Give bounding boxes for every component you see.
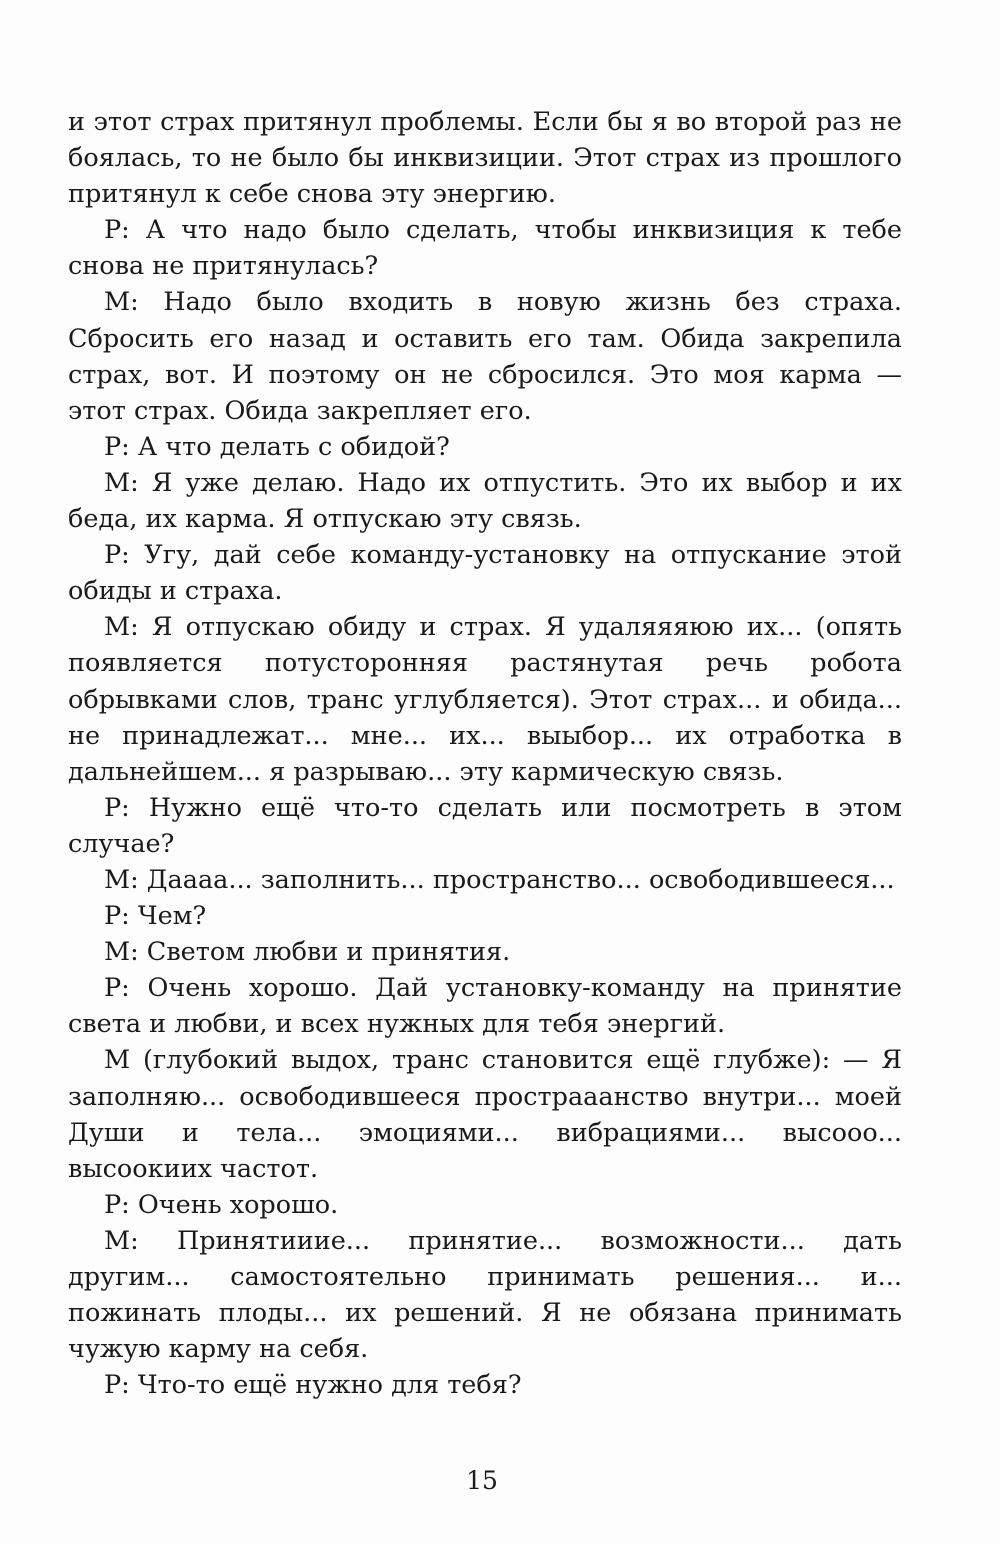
paragraph: М: Я уже делаю. Надо их отпустить. Это их выбор и их беда, их карма. Я отпускаю эту связь. — [68, 467, 902, 535]
paragraph: Р: Чем? — [104, 901, 207, 932]
paragraph: М: Надо было входить в новую жизнь без страха. Сбросить его назад и оставить его там. Обида закрепила страх, вот. И поэтому он не сбросился. Это моя карма — этот страх. Обида закрепляет его. — [68, 287, 902, 426]
paragraph: Р: Угу, дай себе команду-установку на отпускание этой обиды и страха. — [68, 540, 902, 607]
page-number: 15 — [466, 1466, 498, 1495]
paragraph: Р: Очень хорошо. — [104, 1189, 339, 1220]
paragraph: М: Я отпускаю обиду и страх. Я удаляяяюю их... (опять появляется потусторонняя растянутая речь робота обрывками слов, транс углубляется). Этот страх... и обида... не принадлежат... мне... их... выыбор... их отработка в дальнейшем... я разрываю... эту кармическую связь. — [68, 612, 902, 787]
paragraph: Р: А что делать с обидой? — [104, 431, 450, 462]
paragraph: Р: А что надо было сделать, чтобы инквизиция к тебе снова не притянулась? — [68, 215, 902, 282]
paragraph: Р: Что-то ещё нужно для тебя? — [104, 1370, 522, 1401]
paragraph: М: Даааа... заполнить... пространство... освободившееся... — [104, 864, 895, 895]
paragraph: и этот страх притянул проблемы. Если бы я во второй раз не боялась, то не было бы инквизиции. Этот страх из прошлого притянул к себе снова эту энергию. — [68, 107, 902, 210]
paragraph: М: Принятиииe... принятие... возможности... дать другим... самостоятельно принимать решения... и... пожинать плоды... их решений. Я не обязана принимать чужую карму на себя. — [68, 1225, 902, 1365]
paragraph: М: Светом любви и принятия. — [104, 937, 511, 968]
body-text — [68, 104, 902, 1403]
paragraph: М (глубокий выдох, транс становится ещё глубже): — Я заполняю... освободившееся простраaанство внутри... моей Души и тела... эмоциями... вибрациями... высооо... высоокиих частот. — [68, 1045, 902, 1184]
paragraph: Р: Очень хорошо. Дай установку-команду на принятие света и любви, и всех нужных для тебя энергий. — [68, 973, 902, 1040]
paragraph: Р: Нужно ещё что-то сделать или посмотреть в этом случае? — [68, 792, 902, 859]
